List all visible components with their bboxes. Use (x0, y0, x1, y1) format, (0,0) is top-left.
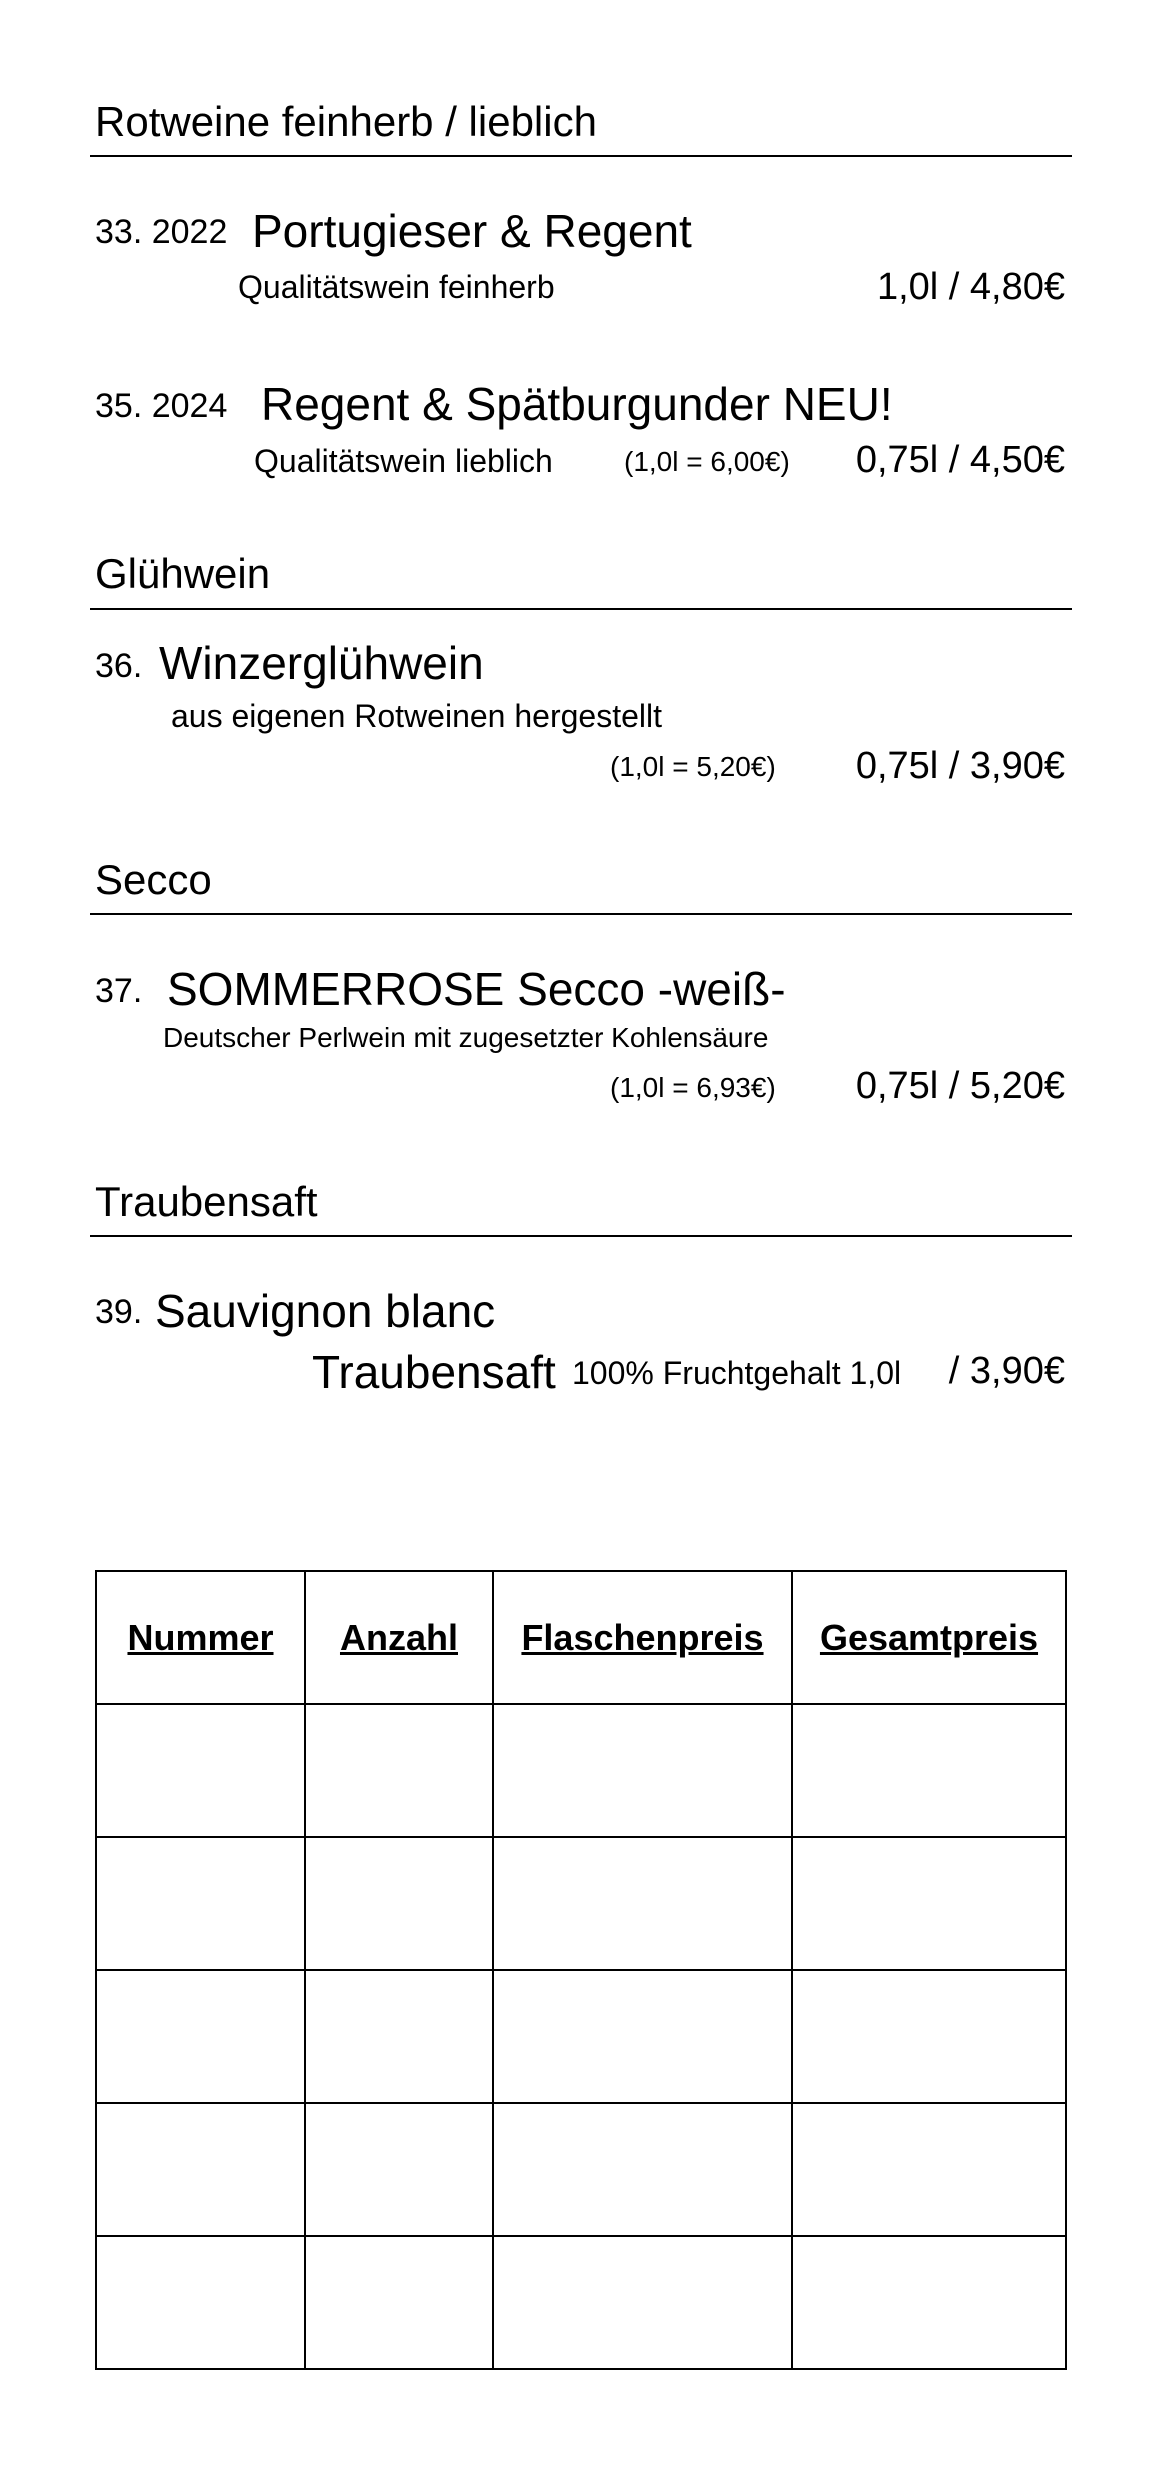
item-price: / 3,90€ (948, 1350, 1065, 1392)
section-divider (90, 1235, 1072, 1237)
item-name: Winzerglühwein (159, 637, 484, 689)
table-cell[interactable] (305, 2103, 493, 2236)
section-divider (90, 913, 1072, 915)
item-description: Qualitätswein lieblich (254, 443, 553, 479)
item-description-text: 100% Fruchtgehalt 1,0l (572, 1355, 902, 1391)
table-row (96, 2236, 1066, 2369)
column-header-nummer: Nummer (96, 1571, 305, 1704)
column-header-anzahl: Anzahl (305, 1571, 493, 1704)
table-cell[interactable] (96, 1837, 305, 1970)
table-cell[interactable] (305, 1837, 493, 1970)
table-cell[interactable] (493, 1970, 792, 2103)
table-row (96, 1970, 1066, 2103)
item-price: 0,75l / 3,90€ (855, 745, 1065, 787)
item-number: 35. 2024 (95, 387, 228, 425)
section-title-secco: Secco (95, 856, 212, 903)
table-header-row (96, 1571, 1066, 1704)
table-cell[interactable] (493, 1704, 792, 1837)
item-unit-price: (1,0l = 5,20€) (610, 751, 776, 782)
section-title-rotweine: Rotweine feinherb / lieblich (95, 98, 597, 145)
order-table (95, 1570, 1067, 2370)
table-cell[interactable] (305, 1970, 493, 2103)
table-cell[interactable] (792, 1837, 1066, 1970)
item-name: Regent & Spätburgunder NEU! (261, 378, 893, 430)
table-cell[interactable] (305, 1704, 493, 1837)
item-price: 0,75l / 4,50€ (855, 439, 1065, 481)
item-number: 36. (95, 647, 143, 685)
item-description: Qualitätswein feinherb (238, 269, 555, 305)
item-name-line-2: Traubensaft (312, 1346, 556, 1398)
section-title-gluehwein: Glühwein (95, 550, 271, 597)
item-unit-price: (1,0l = 6,00€) (624, 446, 790, 477)
item-name: Sauvignon blanc (155, 1285, 496, 1337)
section-title-traubensaft: Traubensaft (95, 1178, 318, 1225)
table-row (96, 1837, 1066, 1970)
item-description (572, 1357, 901, 1389)
section-divider (90, 608, 1072, 610)
section-divider (90, 155, 1072, 157)
column-header-gesamtpreis: Gesamtpreis (792, 1571, 1066, 1704)
table-cell[interactable] (792, 1970, 1066, 2103)
item-number: 33. 2022 (95, 213, 228, 251)
table-cell[interactable] (792, 1704, 1066, 1837)
item-price: 1,0l / 4,80€ (876, 266, 1065, 308)
item-name: Portugieser & Regent (252, 205, 692, 257)
table-cell[interactable] (96, 2236, 305, 2369)
item-name: SOMMERROSE Secco -weiß- (167, 963, 786, 1015)
table-cell[interactable] (305, 2236, 493, 2369)
table-cell[interactable] (96, 1970, 305, 2103)
table-cell[interactable] (96, 2103, 305, 2236)
item-unit-price: (1,0l = 6,93€) (610, 1072, 776, 1103)
table-row (96, 1704, 1066, 1837)
item-description: Deutscher Perlwein mit zugesetzter Kohlensäure (163, 1022, 769, 1053)
item-price: 0,75l / 5,20€ (855, 1065, 1065, 1107)
table-cell[interactable] (493, 2103, 792, 2236)
table-row (96, 2103, 1066, 2236)
table-cell[interactable] (792, 2236, 1066, 2369)
table-cell[interactable] (792, 2103, 1066, 2236)
table-cell[interactable] (493, 1837, 792, 1970)
table-cell[interactable] (96, 1704, 305, 1837)
item-number: 37. (95, 972, 143, 1010)
item-number: 39. (95, 1293, 143, 1331)
table-cell[interactable] (493, 2236, 792, 2369)
item-description: aus eigenen Rotweinen hergestellt (171, 698, 662, 734)
column-header-flaschenpreis: Flaschenpreis (493, 1571, 792, 1704)
